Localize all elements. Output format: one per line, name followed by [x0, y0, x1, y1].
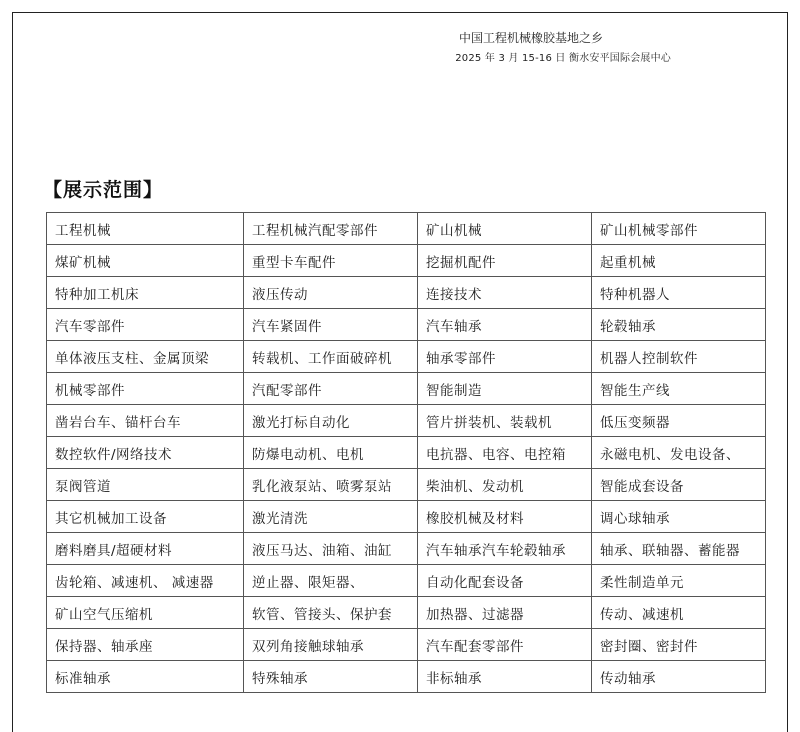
table-row — [47, 373, 766, 405]
table-cell: 工程机械汽配零部件 — [244, 213, 418, 245]
table-cell: 标准轴承 — [47, 661, 244, 693]
table-cell: 液压传动 — [244, 277, 418, 309]
table-cell: 机械零部件 — [47, 373, 244, 405]
table-cell: 智能成套设备 — [592, 469, 766, 501]
table-cell: 非标轴承 — [418, 661, 592, 693]
table-cell: 其它机械加工设备 — [47, 501, 244, 533]
table-cell: 汽车配套零部件 — [418, 629, 592, 661]
table-cell: 汽配零部件 — [244, 373, 418, 405]
table-cell: 乳化液泵站、喷雾泵站 — [244, 469, 418, 501]
table-row — [47, 277, 766, 309]
table-cell: 煤矿机械 — [47, 245, 244, 277]
table-cell: 电抗器、电容、电控箱 — [418, 437, 592, 469]
table-cell: 传动、减速机 — [592, 597, 766, 629]
table-cell: 自动化配套设备 — [418, 565, 592, 597]
table-row — [47, 437, 766, 469]
table-cell: 汽车零部件 — [47, 309, 244, 341]
table-cell: 低压变频器 — [592, 405, 766, 437]
table-cell: 传动轴承 — [592, 661, 766, 693]
table-cell: 智能生产线 — [592, 373, 766, 405]
table-cell: 轮毂轴承 — [592, 309, 766, 341]
table-row — [47, 661, 766, 693]
table-row — [47, 245, 766, 277]
table-cell: 矿山机械零部件 — [592, 213, 766, 245]
table-cell: 激光清洗 — [244, 501, 418, 533]
table-cell: 重型卡车配件 — [244, 245, 418, 277]
table-cell: 保持器、轴承座 — [47, 629, 244, 661]
table-row — [47, 597, 766, 629]
table-cell: 连接技术 — [418, 277, 592, 309]
table-cell: 机器人控制软件 — [592, 341, 766, 373]
table-cell: 智能制造 — [418, 373, 592, 405]
table-cell: 密封圈、密封件 — [592, 629, 766, 661]
table-row — [47, 629, 766, 661]
table-row — [47, 533, 766, 565]
table-cell: 永磁电机、发电设备、 — [592, 437, 766, 469]
table-cell: 轴承、联轴器、蓄能器 — [592, 533, 766, 565]
table-cell: 工程机械 — [47, 213, 244, 245]
exhibit-scope-table — [46, 212, 766, 693]
table-cell: 激光打标自动化 — [244, 405, 418, 437]
table-cell: 防爆电动机、电机 — [244, 437, 418, 469]
table-row — [47, 565, 766, 597]
table-cell: 单体液压支柱、金属顶梁 — [47, 341, 244, 373]
exhibit-scope-table-body — [47, 213, 766, 693]
table-cell: 特殊轴承 — [244, 661, 418, 693]
table-cell: 逆止器、限矩器、 — [244, 565, 418, 597]
table-cell: 软管、管接头、保护套 — [244, 597, 418, 629]
table-cell: 柔性制造单元 — [592, 565, 766, 597]
table-row — [47, 405, 766, 437]
table-cell: 矿山空气压缩机 — [47, 597, 244, 629]
header-title: 中国工程机械橡胶基地之乡 — [458, 31, 603, 45]
table-cell: 汽车紧固件 — [244, 309, 418, 341]
table-cell: 加热器、过滤器 — [418, 597, 592, 629]
table-cell: 汽车轴承汽车轮毂轴承 — [418, 533, 592, 565]
table-cell: 双列角接触球轴承 — [244, 629, 418, 661]
table-cell: 起重机械 — [592, 245, 766, 277]
table-row — [47, 341, 766, 373]
table-cell: 矿山机械 — [418, 213, 592, 245]
table-row — [47, 469, 766, 501]
table-cell: 转载机、工作面破碎机 — [244, 341, 418, 373]
table-row — [47, 213, 766, 245]
table-cell: 泵阀管道 — [47, 469, 244, 501]
table-cell: 齿轮箱、减速机、 减速器 — [47, 565, 244, 597]
table-cell: 调心球轴承 — [592, 501, 766, 533]
table-cell: 数控软件/网络技术 — [47, 437, 244, 469]
table-cell: 液压马达、油箱、油缸 — [244, 533, 418, 565]
table-cell: 特种机器人 — [592, 277, 766, 309]
table-cell: 凿岩台车、锚杆台车 — [47, 405, 244, 437]
table-row — [47, 309, 766, 341]
table-cell: 轴承零部件 — [418, 341, 592, 373]
table-cell: 特种加工机床 — [47, 277, 244, 309]
table-cell: 管片拼装机、装载机 — [418, 405, 592, 437]
table-cell: 橡胶机械及材料 — [418, 501, 592, 533]
section-title: 【展示范围】 — [43, 179, 164, 201]
table-cell: 柴油机、发动机 — [418, 469, 592, 501]
table-row — [47, 501, 766, 533]
table-cell: 挖掘机配件 — [418, 245, 592, 277]
table-cell: 磨料磨具/超硬材料 — [47, 533, 244, 565]
header-subtitle: 2025 年 3 月 15-16 日 衡水安平国际会展中心 — [455, 53, 671, 64]
table-cell: 汽车轴承 — [418, 309, 592, 341]
document-page — [12, 12, 788, 732]
